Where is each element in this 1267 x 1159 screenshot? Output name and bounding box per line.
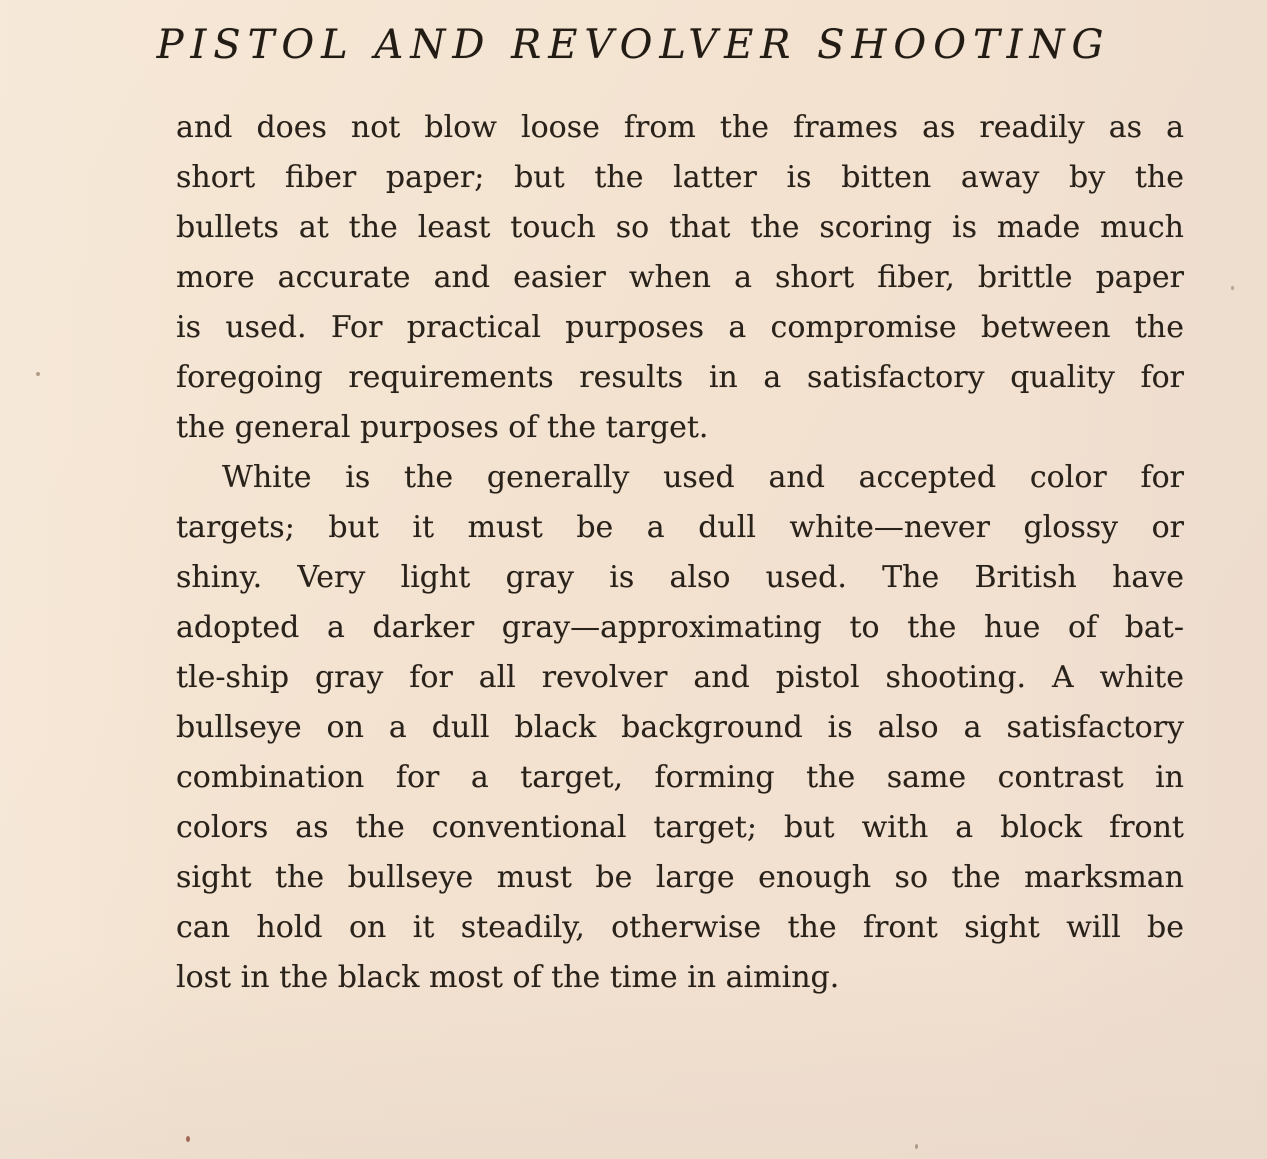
body-line: more accurate and easier when a short fiber, brittle paper: [176, 260, 1184, 295]
body-text: [176, 103, 1184, 1003]
body-line: colors as the conventional target; but with a block front: [176, 810, 1184, 845]
paragraph: [176, 103, 1184, 453]
body-line: shiny. Very light gray is also used. The British have: [176, 560, 1184, 595]
paper-speck: [36, 372, 40, 376]
paper-speck: [186, 1136, 190, 1142]
body-line: adopted a darker gray—approximating to the hue of bat-: [176, 610, 1184, 645]
paper-speck: [915, 1144, 918, 1149]
body-line: tle-ship gray for all revolver and pistol shooting. A white: [176, 660, 1184, 695]
body-line: targets; but it must be a dull white—never glossy or: [176, 510, 1184, 545]
body-line: lost in the black most of the time in aiming.: [176, 960, 840, 995]
body-line: is used. For practical purposes a compromise between the: [176, 310, 1184, 345]
body-line: and does not blow loose from the frames as readily as a: [176, 110, 1184, 145]
body-line: bullseye on a dull black background is also a satisfactory: [176, 710, 1184, 745]
body-line: foregoing requirements results in a satisfactory quality for: [176, 360, 1184, 395]
paragraph: [176, 453, 1184, 1003]
page-title: PISTOL AND REVOLVER SHOOTING: [156, 22, 1111, 68]
body-line: the general purposes of the target.: [176, 410, 709, 445]
body-line: bullets at the least touch so that the scoring is made much: [176, 210, 1184, 245]
paper-speck: [1231, 286, 1234, 290]
body-line: short fiber paper; but the latter is bitten away by the: [176, 160, 1184, 195]
body-line: can hold on it steadily, otherwise the front sight will be: [176, 910, 1184, 945]
body-line: sight the bullseye must be large enough so the marksman: [176, 860, 1184, 895]
body-line: combination for a target, forming the same contrast in: [176, 760, 1184, 795]
body-line: White is the generally used and accepted color for: [222, 460, 1184, 495]
